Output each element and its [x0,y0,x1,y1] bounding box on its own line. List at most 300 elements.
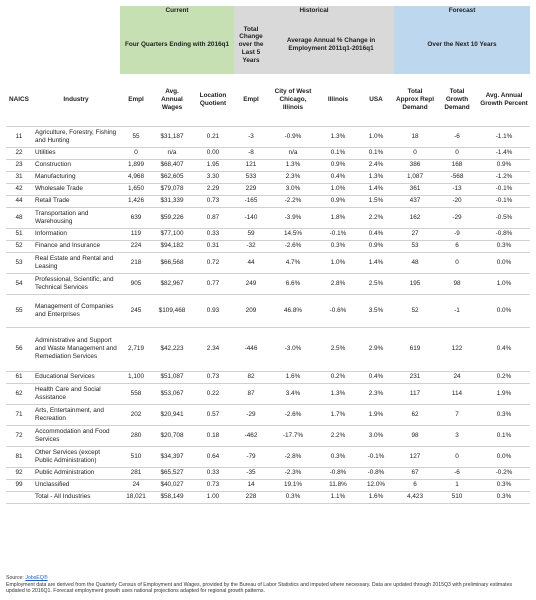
table-cell: 1.0% [318,183,358,195]
table-cell: 11 [6,126,32,147]
table-row [6,195,530,207]
table-cell: 0.9% [358,240,394,252]
table-cell: 0.33 [192,467,234,479]
table-cell: 1.3% [358,171,394,183]
table-cell: 4,423 [394,491,436,503]
table-cell: -3 [234,126,268,147]
table-cell: 905 [120,273,152,294]
group-historical: Historical [234,6,394,16]
table-cell: Arts, Entertainment, and Recreation [32,404,120,425]
col-empl-change: Empl [243,95,259,103]
table-cell: 59 [234,228,268,240]
table-cell: -0.1% [478,195,530,207]
table-cell: 18 [394,126,436,147]
table-cell: -1.1% [478,126,530,147]
table-cell: Accommodation and Food Services [32,425,120,446]
table-cell: -0.1% [478,183,530,195]
col-usa: USA [369,95,383,103]
table-cell: 42 [6,183,32,195]
table-cell: -165 [234,195,268,207]
table-cell: 1.95 [192,159,234,171]
table-cell: 510 [120,446,152,467]
table-cell: Construction [32,159,120,171]
table-cell: 558 [120,383,152,404]
table-cell: -0.5% [478,207,530,228]
table-cell: 55 [120,126,152,147]
table-cell: 48 [394,252,436,273]
table-cell: 52 [6,240,32,252]
table-cell: 2.29 [192,183,234,195]
table-cell: 0.93 [192,294,234,327]
table-cell: 281 [120,467,152,479]
table-cell: 61 [6,371,32,383]
table-cell: -17.7% [268,425,318,446]
table-cell: -8 [234,147,268,159]
table-cell: $65,527 [152,467,192,479]
table-cell: 280 [120,425,152,446]
col-industry: Industry [63,95,89,103]
table-cell: 87 [234,383,268,404]
table-cell: -2.8% [268,446,318,467]
table-cell: 52 [394,294,436,327]
table-cell: 209 [234,294,268,327]
table-cell: 2.8% [318,273,358,294]
table-cell: 2.3% [268,171,318,183]
table-cell: 1.8% [318,207,358,228]
source-link[interactable]: JobsEQ® [25,575,48,581]
table-row [6,491,530,503]
table-cell: 245 [120,294,152,327]
table-cell: 3.0% [268,183,318,195]
table-cell: -29 [436,207,478,228]
table-cell: $58,149 [152,491,192,503]
table-cell: Management of Companies and Enterprises [32,294,120,327]
table-cell: 229 [234,183,268,195]
table-cell: -0.9% [268,126,318,147]
table-cell: Finance and Insurance [32,240,120,252]
table-cell: 1.3% [318,126,358,147]
table-cell: 619 [394,327,436,371]
table-cell: Professional, Scientific, and Technical Services [32,273,120,294]
table-cell: 121 [234,159,268,171]
table-cell: 1.9% [358,404,394,425]
table-cell: -462 [234,425,268,446]
table-cell: 0.64 [192,446,234,467]
table-row [6,404,530,425]
table-cell: -3.0% [268,327,318,371]
table-row [6,327,530,371]
table-cell: 0.3% [478,240,530,252]
table-cell: 0.3% [268,491,318,503]
table-cell: 639 [120,207,152,228]
table-cell: 0.2% [318,371,358,383]
table-cell: 0.3% [318,446,358,467]
group-blank [6,6,120,16]
table-cell: 2.5% [358,273,394,294]
table-row [6,252,530,273]
subheader-row [6,16,530,74]
table-cell: Unclassified [32,479,120,491]
table-cell: 1.7% [318,404,358,425]
table-cell: 1.4% [358,252,394,273]
table-cell: 127 [394,446,436,467]
table-cell: 0.2% [478,371,530,383]
subheader-forecast: Over the Next 10 Years [394,16,530,74]
table-cell: 0.1% [318,147,358,159]
table-cell: $40,027 [152,479,192,491]
table-cell: 1.5% [358,195,394,207]
table-cell: 48 [6,207,32,228]
table-row [6,147,530,159]
table-cell: 4,968 [120,171,152,183]
table-cell: 1.4% [358,183,394,195]
table-cell: 1.0% [478,273,530,294]
table-cell: 1.9% [478,383,530,404]
table-cell: 386 [394,159,436,171]
table-cell: -568 [436,171,478,183]
col-repl-demand: Total Approx Repl Demand [396,88,434,111]
table-cell: 0 [436,147,478,159]
table-cell: 1.3% [318,383,358,404]
table-cell: -0.6% [318,294,358,327]
table-cell: -2.6% [268,404,318,425]
table-cell: 202 [120,404,152,425]
table-cell: 0.77 [192,273,234,294]
table-cell: 119 [120,228,152,240]
table-cell: 24 [120,479,152,491]
table-cell: 67 [394,467,436,479]
table-cell: -2.3% [268,467,318,479]
table-cell: Agriculture, Forestry, Fishing and Hunting [32,126,120,147]
col-avg-wages: Avg. Annual Wages [161,88,183,111]
table-cell: 0 [436,446,478,467]
table-cell: 62 [6,383,32,404]
table-cell: 1.1% [318,491,358,503]
table-cell: 1,100 [120,371,152,383]
table-cell: n/a [268,147,318,159]
table-cell: Manufacturing [32,171,120,183]
table-cell: 122 [436,327,478,371]
table-cell: 228 [234,491,268,503]
table-cell: $20,941 [152,404,192,425]
table-cell: 3.4% [268,383,318,404]
table-cell: $53,067 [152,383,192,404]
table-cell: -0.8% [318,467,358,479]
table-cell: 437 [394,195,436,207]
table-cell: 162 [394,207,436,228]
table-row [6,446,530,467]
table-cell: 1.00 [192,491,234,503]
table-cell: 0.0% [478,294,530,327]
table-cell: Information [32,228,120,240]
table-cell: 1.0% [318,252,358,273]
table-cell: -35 [234,467,268,479]
table-cell: 2.9% [358,327,394,371]
table-cell: $109,468 [152,294,192,327]
table-row [6,479,530,491]
table-cell: 18,021 [120,491,152,503]
table-cell: 0.87 [192,207,234,228]
table-cell: -1 [436,294,478,327]
table-cell: 98 [436,273,478,294]
table-cell: 0.9% [318,195,358,207]
table-cell: -2.6% [268,240,318,252]
table-cell: -79 [234,446,268,467]
group-current: Current [120,6,234,16]
col-west-chicago: City of West Chicago, Illinois [274,88,312,111]
table-cell: 51 [6,228,32,240]
table-cell: 2.5% [318,327,358,371]
table-cell: 0.73 [192,371,234,383]
table-cell: 3.30 [192,171,234,183]
table-cell: 0.72 [192,252,234,273]
table-cell: 56 [6,327,32,371]
table-cell: $31,187 [152,126,192,147]
table-cell: -13 [436,183,478,195]
table-cell: 0.18 [192,425,234,446]
table-cell: 2.34 [192,327,234,371]
table-cell: 0.4% [478,327,530,371]
table-cell: 0.9% [318,159,358,171]
table-cell: 218 [120,252,152,273]
table-cell: 361 [394,183,436,195]
source-label: Source: [6,575,24,581]
table-cell: 12.0% [358,479,394,491]
table-cell: 2.2% [358,207,394,228]
table-cell: -0.8% [478,228,530,240]
table-cell: -1.4% [478,147,530,159]
table-cell: 6 [394,479,436,491]
table-cell: 0.4% [358,371,394,383]
table-body [6,126,530,503]
group-forecast: Forecast [394,6,530,16]
table-cell: Other Services (except Public Administration) [32,446,120,467]
table-cell: $20,708 [152,425,192,446]
table-cell: n/a [152,147,192,159]
table-cell: 0.9% [478,159,530,171]
table-cell: 62 [394,404,436,425]
table-cell: -0.1% [318,228,358,240]
table-cell: 0.57 [192,404,234,425]
table-cell: 99 [6,479,32,491]
table-cell: 2.2% [318,425,358,446]
table-cell: -32 [234,240,268,252]
table-cell: 0.3% [478,404,530,425]
table-cell: 98 [394,425,436,446]
table-cell: 510 [436,491,478,503]
table-cell: 53 [6,252,32,273]
table-cell: 24 [436,371,478,383]
table-row [6,240,530,252]
table-cell: Public Administration [32,467,120,479]
col-growth-percent: Avg. Annual Growth Percent [480,92,528,107]
table-cell: 44 [234,252,268,273]
table-row [6,126,530,147]
footer [6,575,530,595]
table-cell: 4.7% [268,252,318,273]
subheader-current: Four Quarters Ending with 2016q1 [120,16,234,74]
table-cell: -3.9% [268,207,318,228]
col-illinois: Illinois [327,95,349,103]
table-cell: 31 [6,171,32,183]
table-cell: 0.73 [192,195,234,207]
table-cell: 1.3% [268,159,318,171]
table-cell: 0.1% [358,147,394,159]
table-cell: -6 [436,126,478,147]
table-cell: $68,407 [152,159,192,171]
table-cell: 533 [234,171,268,183]
table-cell: $82,967 [152,273,192,294]
table-cell: 2.4% [358,159,394,171]
table-cell: 224 [120,240,152,252]
table-cell [6,491,32,503]
table-cell: 249 [234,273,268,294]
table-cell: 1,087 [394,171,436,183]
table-cell: 0.0% [478,252,530,273]
table-row [6,183,530,195]
table-cell: 0.4% [318,171,358,183]
table-cell: 1,899 [120,159,152,171]
table-cell: 0.33 [192,228,234,240]
table-row [6,207,530,228]
table-cell: 0.31 [192,240,234,252]
table-row [6,383,530,404]
table-cell: -0.2% [478,467,530,479]
table-cell: 6.6% [268,273,318,294]
table-cell: Administrative and Support and Waste Management and Remediation Services [32,327,120,371]
table-cell: $66,568 [152,252,192,273]
table-cell: 0.3% [478,479,530,491]
table-row [6,425,530,446]
table-cell: 14 [234,479,268,491]
table-cell: Utilities [32,147,120,159]
table-cell: 14.5% [268,228,318,240]
col-location-quotient: Location Quotient [199,92,227,107]
col-naics: NAICS [9,95,29,103]
table-cell: $77,100 [152,228,192,240]
subheader-total-change: Total Change over the Last 5 Years [234,16,268,74]
table-cell: 2.3% [358,383,394,404]
table-cell: Wholesale Trade [32,183,120,195]
table-cell: -446 [234,327,268,371]
table-cell: Health Care and Social Assistance [32,383,120,404]
table-row [6,273,530,294]
table-cell: 92 [6,467,32,479]
table-cell: 231 [394,371,436,383]
table-cell: -20 [436,195,478,207]
table-cell: $94,182 [152,240,192,252]
table-cell: $62,605 [152,171,192,183]
table-row [6,467,530,479]
table-cell: 114 [436,383,478,404]
table-cell: $42,223 [152,327,192,371]
table-cell: 1.6% [358,491,394,503]
table-cell: 19.1% [268,479,318,491]
table-cell: $51,087 [152,371,192,383]
table-cell: -0.1% [358,446,394,467]
table-cell: 23 [6,159,32,171]
table-cell: 81 [6,446,32,467]
table-cell: 3 [436,425,478,446]
table-cell: Real Estate and Rental and Leasing [32,252,120,273]
table-cell: 117 [394,383,436,404]
table-cell: Total - All Industries [32,491,120,503]
table-cell: -140 [234,207,268,228]
table-row [6,171,530,183]
table-cell: $31,339 [152,195,192,207]
table-cell: 0 [120,147,152,159]
table-cell: Transportation and Warehousing [32,207,120,228]
group-header-row [6,6,530,16]
methodology-note: Employment data are derived from the Quarterly Census of Employment and Wages, provided by the Bureau of Labor Statistics and imputed where necessary. Data are updated through 2015Q3 with preliminary estimates updated to 2016Q1. Forecast employment growth uses national projections adapted for regional growth patterns. [6,581,513,594]
table-cell: 0.1% [478,425,530,446]
table-cell: 53 [394,240,436,252]
table-cell: 0.3% [478,491,530,503]
table-cell: 55 [6,294,32,327]
col-empl: Empl [128,95,144,103]
table-cell: 195 [394,273,436,294]
col-growth-demand: Total Growth Demand [444,88,470,111]
column-header-row [6,74,530,126]
table-cell: 0.4% [358,228,394,240]
table-cell: -9 [436,228,478,240]
table-cell: 27 [394,228,436,240]
table-cell: 11.8% [318,479,358,491]
subheader-avg-annual: Average Annual % Change in Employment 2011q1-2016q1 [268,16,394,74]
table-cell: 6 [436,240,478,252]
table-cell: 0.22 [192,383,234,404]
table-cell: -1.2% [478,171,530,183]
table-cell: 1 [436,479,478,491]
table-cell: 1,426 [120,195,152,207]
table-row [6,371,530,383]
table-cell: 54 [6,273,32,294]
table-cell: -2.2% [268,195,318,207]
table-cell: $59,226 [152,207,192,228]
table-cell: 1.0% [358,126,394,147]
table-row [6,228,530,240]
subheader-blank [6,16,120,74]
table-cell: 0.3% [318,240,358,252]
table-cell: 7 [436,404,478,425]
table-cell: $79,078 [152,183,192,195]
table-cell: 0 [436,252,478,273]
table-row [6,159,530,171]
table-cell: Educational Services [32,371,120,383]
table-cell: 44 [6,195,32,207]
table-cell: 0.0% [478,446,530,467]
table-cell: 22 [6,147,32,159]
table-cell: -6 [436,467,478,479]
table-cell: -0.8% [358,467,394,479]
table-cell: 0.00 [192,147,234,159]
table-cell: -29 [234,404,268,425]
table-cell: 2,719 [120,327,152,371]
table-cell: 72 [6,425,32,446]
industry-table [6,6,530,504]
table-cell: 71 [6,404,32,425]
table-cell: 168 [436,159,478,171]
table-row [6,294,530,327]
table-cell: Retail Trade [32,195,120,207]
table-cell: 0 [394,147,436,159]
table-cell: 46.8% [268,294,318,327]
table-cell: 3.5% [358,294,394,327]
table-cell: 3.0% [358,425,394,446]
table-cell: 0.73 [192,479,234,491]
table-cell: 82 [234,371,268,383]
table-cell: $34,397 [152,446,192,467]
